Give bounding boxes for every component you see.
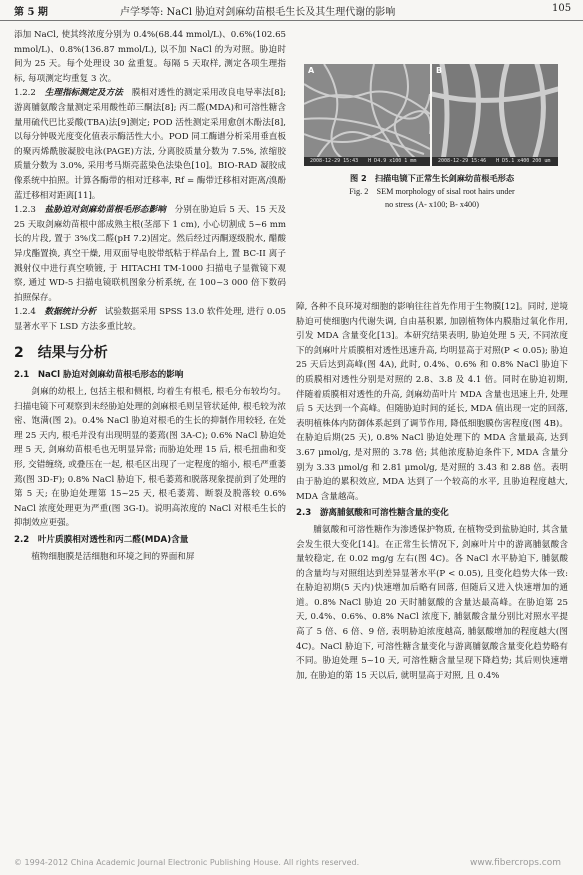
sem-image-a bbox=[304, 64, 430, 166]
caption-chinese: 图 2 扫描电镜下正常生长剑麻幼苗根毛形态 bbox=[349, 173, 515, 183]
figure-caption bbox=[296, 172, 568, 211]
section-title: 生理指标测定及方法 bbox=[44, 88, 123, 99]
section-title: 盐胁迫对剑麻幼苗根毛形态影响 bbox=[44, 205, 166, 216]
running-title: 卢学琴等: NaCl 胁迫对剑麻幼苗根毛生长及其生理代谢的影响 bbox=[120, 7, 396, 18]
paragraph: 植物细胞膜是活细胞和环境之间的界面和屏 bbox=[31, 551, 195, 562]
paragraph: 试验数据采用 SPSS 13.0 软件处理, 进行 0.05 显著水平下 LSD 方法多重比较。 bbox=[14, 307, 286, 332]
section-heading-2: 2 结果与分析 bbox=[14, 345, 108, 362]
subsection-heading-2-2: 2.2 叶片质膜相对透性和丙二醛(MDA)含量 bbox=[14, 535, 189, 545]
caption-english-line1: Fig. 2 SEM morphology of sisal root hairs under bbox=[349, 187, 515, 196]
issue-number: 第 5 期 bbox=[14, 7, 48, 18]
section-number: 1.2.3 bbox=[14, 205, 36, 216]
section-number: 1.2.4 bbox=[14, 307, 36, 318]
section-1-2-3 bbox=[14, 203, 286, 305]
running-header bbox=[0, 0, 583, 21]
paragraph: 添加 NaCl, 使其终浓度分别为 0.4%(68.44 mmol/L)、0.6%(102.65 mmol/L)、0.8%(136.87 mmol/L), 以不加 NaCl 的为对照。胁迫时间为 25 天。每个处理设 30 盆重复。每隔 5 天取样, 测定各项生理指标, 每项测定均重复 3 次。 bbox=[14, 30, 286, 84]
copyright-footer: © 1994-2012 China Academic Journal Electronic Publishing House. All rights reserved. bbox=[14, 858, 360, 867]
scale-bar-text: 2008-12-29 15:43 H D4.9 x100 1 mm bbox=[310, 158, 417, 164]
watermark: www.fibercrops.com bbox=[470, 858, 561, 868]
subsection-heading-2-3: 2.3 游离脯氨酸和可溶性糖含量的变化 bbox=[296, 508, 449, 519]
paragraph: 剑麻的幼根上, 包括主根和侧根, 均着生有根毛, 根毛分布较均匀。扫描电镜下可观察到未经胁迫处理的剑麻根毛则呈管状延伸, 根毛较为浓密、饱满(图 2)。0.4% NaCl 胁迫对根毛的生长的抑制作用较轻, 在处理 25 天内, 根毛并没有出现明显的萎蔫(图 3A-C); 0.6% NaCl 胁迫处理 5 天, 剑麻幼苗根毛也无明显异常; 而胁迫处理 15 后, 根毛扭曲和变形, 交错缠绕, 或叠压在一起, 根毛区出现了一定程度的缩小, 根毛严重萎蔫(图 3D-F); 0.8% NaCl 胁迫下, 根毛萎蔫和脱落现象提前到了处理的第 5 天; 在胁迫处理第 15~25 天, 根毛萎蔫、断裂及脱落较 0.6% NaCl 浓度处理更为严重(图 3G-I)。说明高浓度的 NaCl 对根毛生长的抑制效应更强。 bbox=[14, 387, 286, 529]
sem-image-b bbox=[432, 64, 558, 166]
page-number: 105 bbox=[552, 3, 572, 14]
paragraph: 障, 各种不良环境对细胞的影响往往首先作用于生物膜[12]。同时, 逆境胁迫可使细胞内代谢失调, 自由基积累, 加剧植物体内膜脂过氧化作用, 引发 MDA 含量变化[13]。本研究结果表明, 胁迫处理 5 天, 不同浓度下的剑麻叶片质膜相对透性迅速升高, 均明显高于对照(P < 0.05); 胁迫 25 天后达到高峰(图 4A), 此时, 0.4%、0.6% 和 0.8% NaCl 胁迫下的质膜相对透性分别是对照的 2.8、3.8 及 4.1 倍。同时在胁迫初期, 伴随着质膜相对透性的升高, 剑麻幼苗叶片 MDA 含量也迅速上升, 处理后 5 天达到一个高峰。但随胁迫时间的延长, MDA 值出现一定的回落, 表明植株体内防御体系起到了调节作用, 降低细胞膜伤害程度(图 4B)。在胁迫后期(25 天), 0.8% NaCl 胁迫处理下的 MDA 含量最高, 达到 3.67 μmol/g, 是对照的 3.78 倍; 其他浓度胁迫条件下, MDA 含量分别为 3.33 μmol/g 和 2.81 μmol/g, 是对照的 3.43 和 2.88 倍。表明由于胁迫的累积效应, MDA 达到了一个较高的水平, 且胁迫程度越大, MDA 含量越高。 bbox=[296, 302, 568, 502]
panel-label: A bbox=[308, 66, 315, 75]
scale-bar-text: 2008-12-29 15:46 H D5.1 x400 200 um bbox=[438, 158, 551, 164]
caption-english-line2: no stress (A- x100; B- x400) bbox=[385, 200, 479, 209]
panel-label: B bbox=[436, 66, 443, 75]
paragraph: 分别在胁迫后 5 天、15 天及 25 天取剑麻幼苗根中部成熟主根(茎部下 1 cm), 小心切割成 5~6 mm 长的片段, 置于 3%戊二醛(pH 7.2)固定。然后经过丙酮逐级脱水, 醋酸异戊酯置换, 真空干燥, 用双面导电胶带纸粘于样品台上, 置 BC-II 离子溅射仪中进行真空喷镀, 于 HITACHI TM-1000 扫描电子显微镜下观察, 通过 WD-5 扫描电镜联机图象分析系统, 在 100~3 000 倍下数码拍照保存。 bbox=[14, 205, 286, 303]
paragraph: 脯氨酸和可溶性糖作为渗透保护物质, 在植物受到盐胁迫时, 其含量会发生很大变化[14]。在正常生长情况下, 剑麻叶片中的游离脯氨酸含量较稳定, 在 0.02 mg/g 左右(图 4C)。各 NaCl 水平胁迫下, 脯氨酸的含量均与对照组达到差异显著水平(P < 0.05), 且变化趋势大体一致: 在胁迫初期(5 天内)快速增加后略有回落, 但随后又进入快速增加的通道。0.8% NaCl 胁迫 20 天时脯氨酸的含量达最高峰。在胁迫第 25 天, 0.4%、0.6%、0.8% NaCl 浓度下, 脯氨酸含量分别比对照水平提高了 5 倍、6 倍、9 倍, 表明胁迫浓度越高, 脯氨酸增加的程度越大(图 4C)。NaCl 胁迫下, 可溶性糖含量变化与游离脯氨酸含量变化趋势略有不同。胁迫处理 5~10 天, 可溶性糖含量呈现下降趋势; 其后则快速增加, 在胁迫的第 15 天以后, 就明显高于对照, 且 0.4% bbox=[296, 524, 568, 681]
paragraph: 膜相对透性的测定采用改良电导率法[8]; 游离脯氨酸含量测定采用酸性茚三酮法[8]; 丙二醛(MDA)和可溶性糖含量用硫代巴比妥酸(TBA)法[9]测定; POD 活性测定采用愈创木酚法[8], 以每分钟吸光度变化值表示酶活性大小。POD 同工酶谱分析采用垂直板的聚丙烯酰胺凝胶电泳(PAGE)方法, 分离胶质量分数为 7.5%, 浓缩胶质量分数为 3.0%, 采用考马斯亮蓝染色法染色[10]。BIO-RAD 凝胶成像系统中拍照。计算各酶带的相对迁移率, Rf = 酶带迁移相对距离/溴酚蓝迁移相对距离[11]。 bbox=[14, 88, 286, 201]
section-number: 1.2.2 bbox=[14, 88, 36, 99]
left-column bbox=[14, 28, 286, 564]
section-1-2-2 bbox=[14, 86, 286, 203]
right-column bbox=[296, 300, 568, 683]
section-1-2-4 bbox=[14, 305, 286, 334]
subsection-heading-2-1: 2.1 NaCl 胁迫对剑麻幼苗根毛形态的影响 bbox=[14, 370, 184, 381]
section-title: 数据统计分析 bbox=[44, 307, 97, 318]
